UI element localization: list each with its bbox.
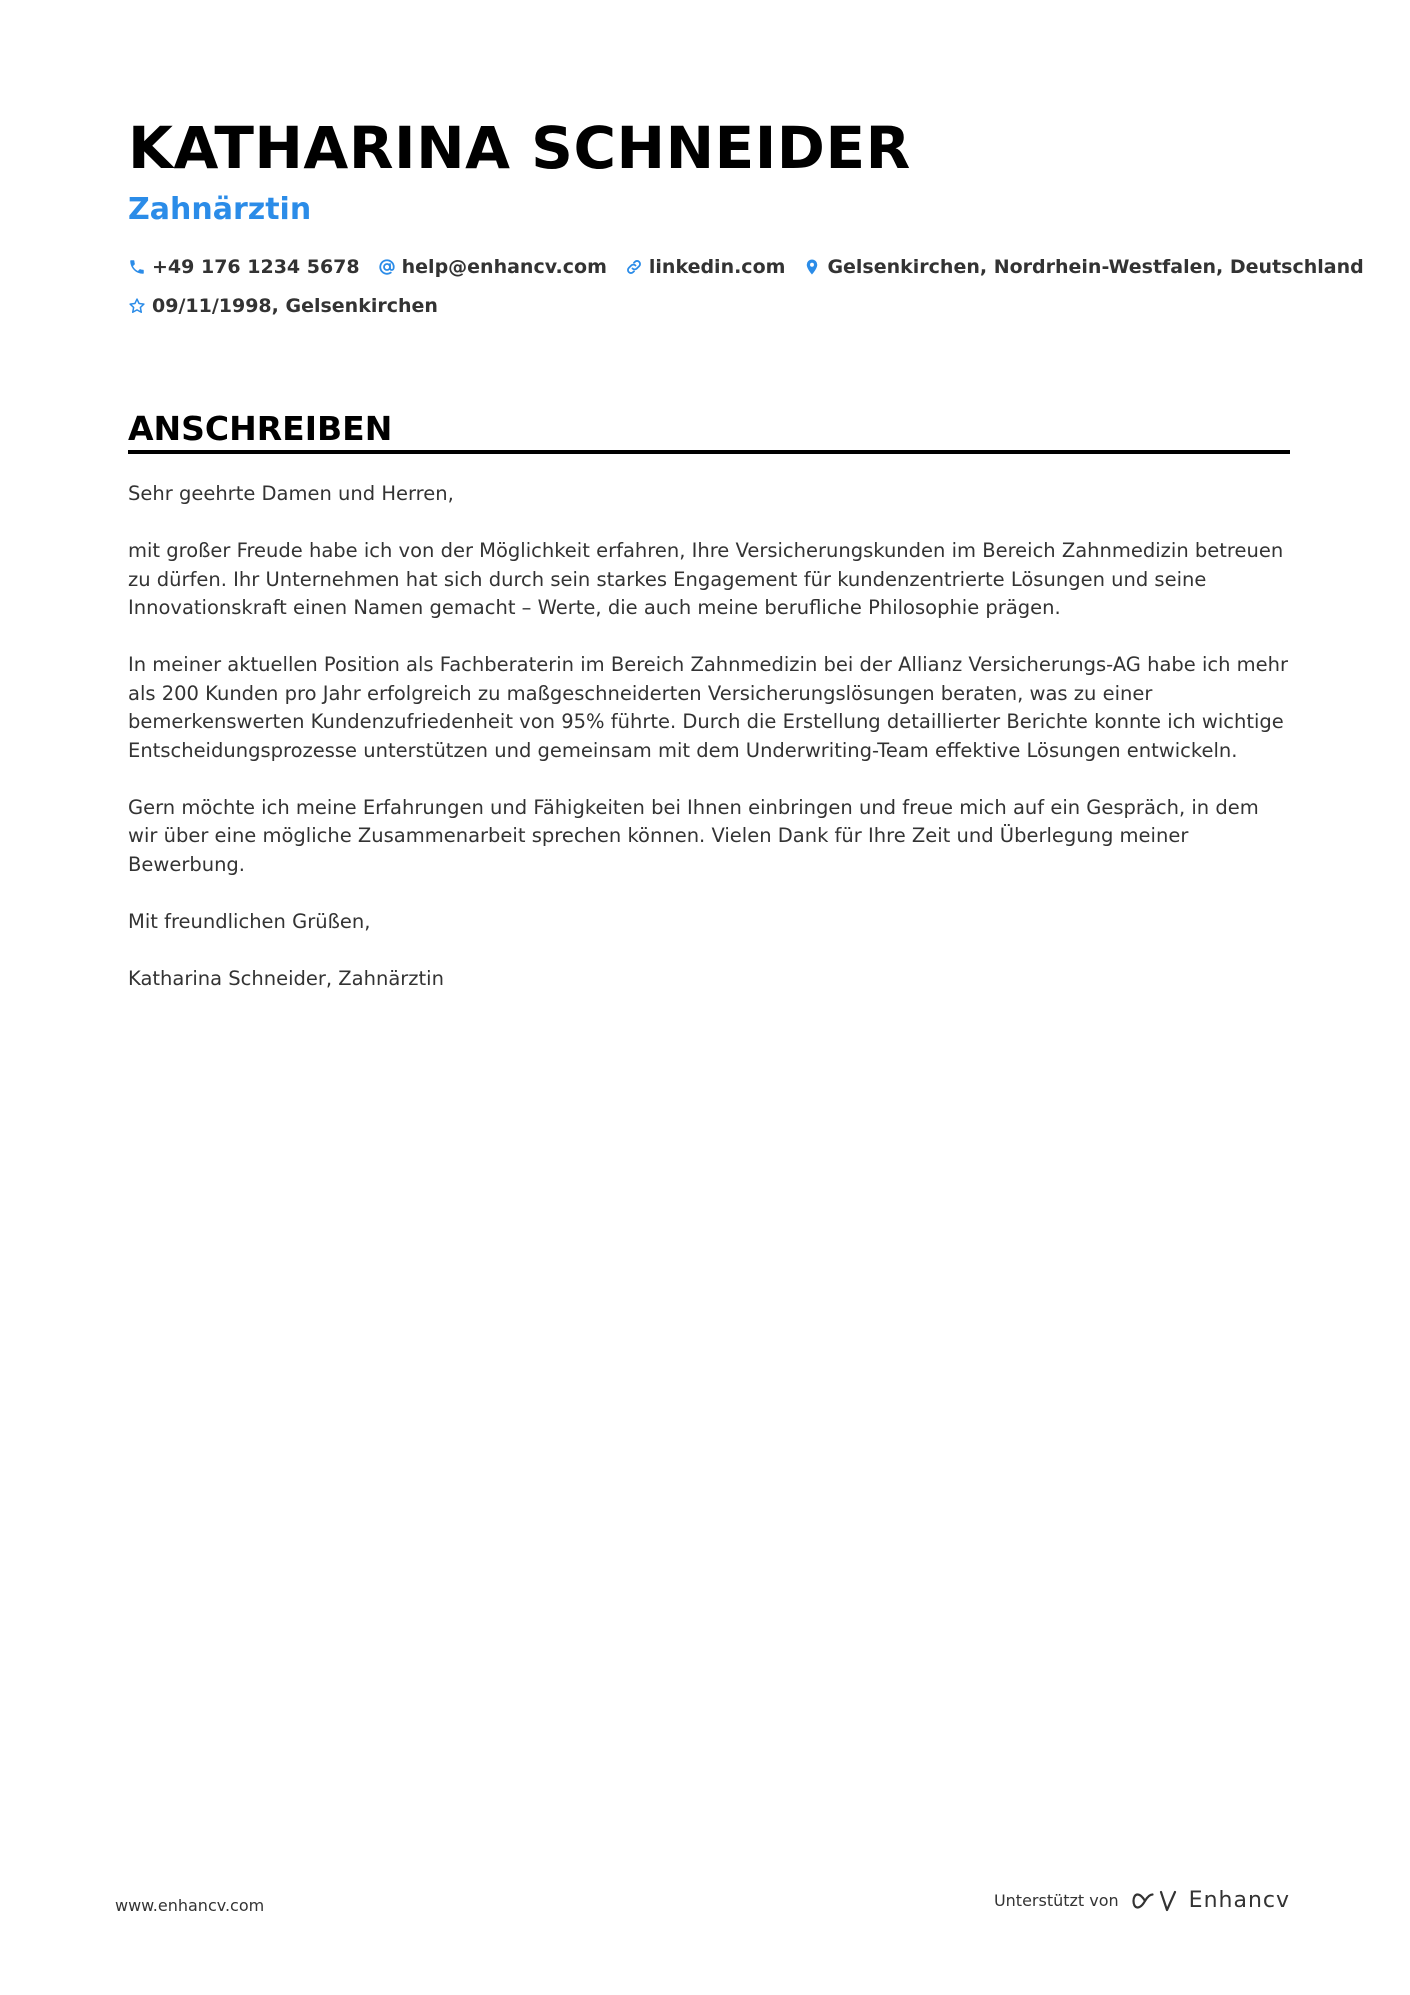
birth-text: 09/11/1998, Gelsenkirchen [152, 295, 438, 317]
applicant-name: KATHARINA SCHNEIDER [128, 114, 911, 182]
footer-brand [994, 1888, 1290, 1914]
contact-location [803, 253, 1363, 281]
letter-body [128, 480, 1290, 1022]
footer-website: www.enhancv.com [115, 1896, 265, 1915]
star-icon [128, 297, 146, 315]
phone-icon [128, 258, 146, 276]
letter-paragraph: Gern möchte ich meine Erfahrungen und Fähigkeiten bei Ihnen einbringen und freue mich auf ein Gespräch, in dem wir über eine mögliche Zusammenarbeit sprechen können. Vielen Dank für Ihre Zeit und Überlegung meiner Bewerbung. [128, 795, 1259, 876]
letter-greeting: Sehr geehrte Damen und Herren, [128, 482, 454, 505]
email-address: help@enhancv.com [401, 256, 607, 278]
section-title: ANSCHREIBEN [128, 409, 393, 448]
map-pin-icon [803, 258, 821, 276]
letter-paragraph: In meiner aktuellen Position als Fachberaterin im Bereich Zahnmedizin bei der Allianz Versicherungs-AG habe ich mehr als 200 Kunden pro Jahr erfolgreich zu maßgeschneiderten Versicherungslösungen beraten, was zu einer bemerkenswerten Kundenzufriedenheit von 95% führte. Durch die Erstellung detaillierter Berichte konnte ich wichtige Entscheidungsprozesse unterstützen und gemeinsam mit dem Underwriting-Team effektive Lösungen entwickeln. [128, 653, 1289, 762]
at-icon [378, 258, 396, 276]
contact-row-secondary [128, 292, 456, 320]
contact-email [378, 253, 607, 281]
letter-closing: Mit freundlichen Grüßen, [128, 909, 371, 933]
powered-by-text: Unterstützt von [993, 1891, 1119, 1910]
link-icon [625, 258, 643, 276]
enhancv-logo-icon [1131, 1888, 1177, 1914]
location-text: Gelsenkirchen, Nordrhein-Westfalen, Deutschland [827, 256, 1364, 278]
letter-signature: Katharina Schneider, Zahnärztin [128, 966, 444, 990]
brand-name: Enhancv [1188, 1888, 1290, 1913]
letter-paragraph: mit großer Freude habe ich von der Möglichkeit erfahren, Ihre Versicherungskunden im Bereich Zahnmedizin betreuen zu dürfen. Ihr Unternehmen hat sich durch sein starkes Engagement für kundenzentrierte Lösungen und seine Innovationskraft einen Namen gemacht – Werte, die auch meine berufliche Philosophie prägen. [128, 539, 1284, 619]
contact-linkedin [625, 253, 786, 281]
applicant-role: Zahnärztin [128, 192, 312, 227]
phone-number: +49 176 1234 5678 [152, 256, 360, 278]
contact-birth [128, 292, 438, 320]
contact-phone [128, 253, 360, 281]
linkedin-link: linkedin.com [648, 256, 786, 278]
contact-row-primary [128, 253, 1382, 281]
section-divider [128, 450, 1290, 454]
